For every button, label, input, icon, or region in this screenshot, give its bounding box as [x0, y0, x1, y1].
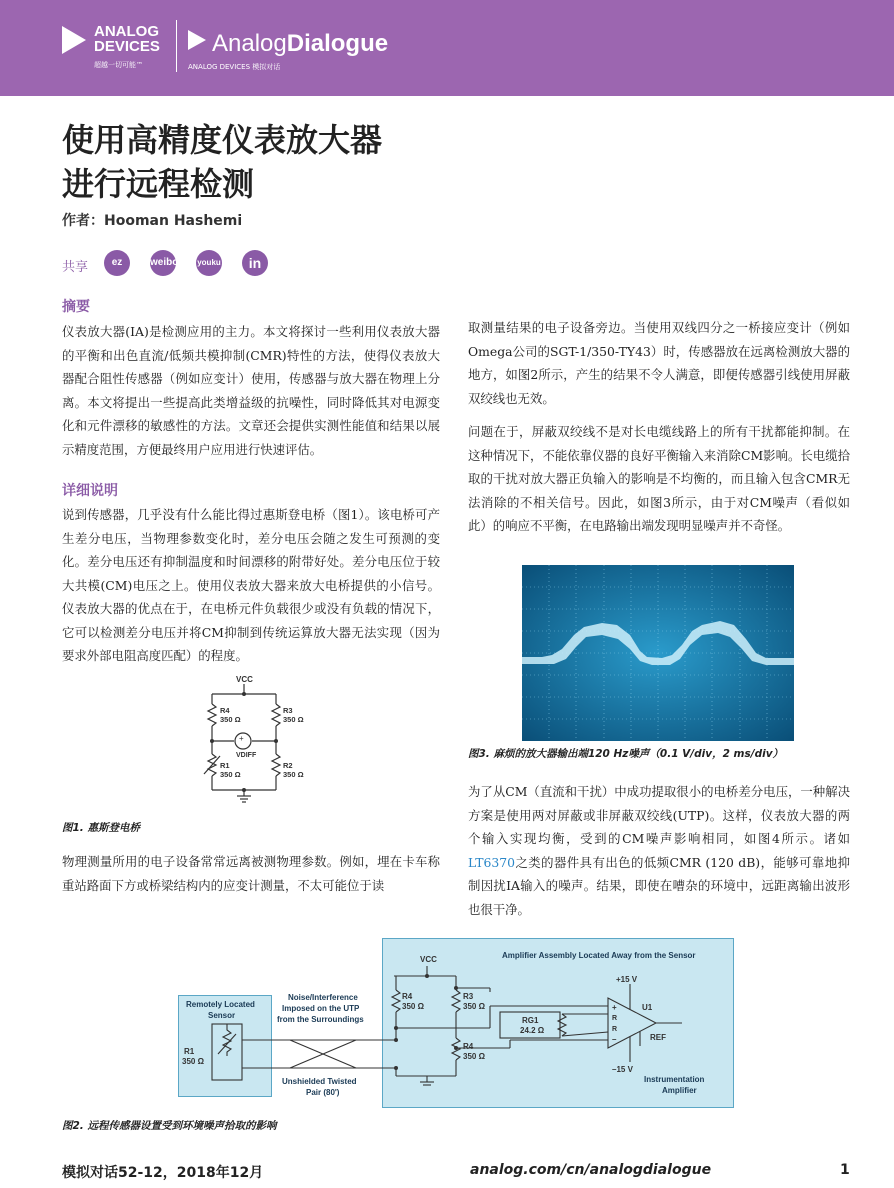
share-label: 共享	[62, 260, 89, 275]
fig2-r3-name: R3	[463, 992, 474, 1001]
fig2-neg-supply: –15 V	[612, 1065, 633, 1074]
fig1-r4-name: R4	[220, 706, 230, 715]
footer-url[interactable]: analog.com/cn/analogdialogue	[470, 1162, 712, 1178]
figure-1-caption: 图1. 惠斯登电桥	[62, 822, 140, 834]
details-paragraph-1: 说到传感器，几乎没有什么能比得过惠斯登电桥（图1）。该电桥可产生差分电压，当物理参数变化时，差分电压会随之发生可预测的变化。差分电压还有抑制温度和时间漂移的附带好处。差分电压位于较大共模(CM)电压之上。使用仪表放大器来放大电桥提供的小信号。仪表放大器的优点在于，在电桥元件负载很少或没有负载的情况下，它可以检测差分电压并将CM抑制到传统运算放大器无法实现（因为要求外部电阻高度匹配）的程度。	[62, 507, 440, 663]
fig1-r2-val: 350 Ω	[283, 770, 304, 779]
linkedin-share-icon[interactable]: in	[242, 250, 268, 276]
dialogue-logo-name	[212, 30, 388, 58]
article-title	[62, 118, 492, 206]
details-paragraph-3: 取测量结果的电子设备旁边。当使用双线四分之一桥接应变计（例如Omega公司的SGT-1/350-TY43）时，传感器放在远离检测放大器的地方，如图2所示，产生的结果不令人满意，即便传感器引线使用屏蔽双绞线也无效。	[468, 320, 850, 406]
fig1-r1-name: R1	[220, 761, 230, 770]
figure-3-caption: 图3. 麻烦的放大器输出端120 Hz噪声（0.1 V/div，2 ms/div）	[468, 748, 784, 760]
youku-share-icon[interactable]: youku	[196, 250, 222, 276]
page-header	[0, 0, 894, 96]
paragraph-5-text-a: 为了从CM（直流和干扰）中成功提取很小的电桥差分电压，一种解决方案是使用两对屏蔽或非屏蔽双绞线(UTP)。这样，仪表放大器的两个输入实现均衡，受到的CM噪声影响相同，如图4所示。诸如	[468, 784, 850, 846]
fig2-pos-supply: +15 V	[616, 975, 638, 984]
fig1-r2-name: R2	[283, 761, 293, 770]
lt6370-link[interactable]: LT6370	[468, 854, 516, 870]
fig2-rg1-val: 24.2 Ω	[520, 1026, 545, 1035]
figure-3-oscilloscope	[522, 565, 794, 741]
fig2-r4b-name: R4	[463, 1042, 474, 1051]
ad-logo-text: ANALOG DEVICES	[94, 23, 160, 55]
fig2-r4a-name: R4	[402, 992, 413, 1001]
oscilloscope-trace	[522, 565, 794, 741]
title-line-2: 进行远程检测	[62, 165, 255, 203]
dialogue-logo-light: Analog	[212, 30, 287, 57]
details-heading: 详细说明	[62, 483, 118, 499]
fig1-r3-name: R3	[283, 706, 293, 715]
details-paragraph-5	[468, 780, 850, 921]
fig2-pin-plus: +	[612, 1003, 617, 1012]
footer-issue: 模拟对话52-12，2018年12月	[62, 1165, 264, 1181]
fig2-pin-r1: R	[612, 1015, 618, 1022]
fig2-pair-1: Unshielded Twisted	[282, 1077, 357, 1086]
ez-share-icon[interactable]: ez	[104, 250, 130, 276]
fig2-vcc: VCC	[420, 955, 437, 964]
fig1-r1-val: 350 Ω	[220, 770, 241, 779]
weibo-share-icon[interactable]: weibo	[150, 250, 176, 276]
fig1-vdiff: VDIFF	[236, 752, 257, 759]
dialogue-sub: ANALOG DEVICES 模拟对话	[188, 63, 281, 71]
fig1-r3-val: 350 Ω	[283, 715, 304, 724]
fig2-rg1-name: RG1	[522, 1016, 539, 1025]
fig2-r3-val: 350 Ω	[463, 1002, 485, 1011]
paragraph-5-text-b: 之类的器件具有出色的低频CMR (120 dB)，能够可靠地抑制因扰IA输入的噪声。结果，即使在嘈杂的环境中，远距离输出波形也很干净。	[468, 854, 850, 917]
fig2-r4b-val: 350 Ω	[463, 1052, 485, 1061]
ad-triangle-icon	[62, 26, 86, 54]
fig2-sensor-title-1: Remotely Located	[186, 1000, 255, 1009]
fig2-pair-2: Pair (80')	[306, 1088, 340, 1097]
fig2-amp-1: Instrumentation	[644, 1075, 705, 1084]
details-paragraph-4: 问题在于，屏蔽双绞线不是对长电缆线路上的所有干扰都能抑制。在这种情况下，不能依靠仪器的良好平衡输入来消除CM影响。长电缆拾取的干扰对放大器正负输入的影响是不均衡的，而且输入包含CMR无法消除的不相关信号。因此，如图3所示，由于对CM噪声（看似如此）的响应不平衡，在电路输出端发现明显噪声并不奇怪。	[468, 424, 850, 533]
fig2-r1-name: R1	[184, 1047, 195, 1056]
fig2-r4a-val: 350 Ω	[402, 1002, 424, 1011]
figure-2-caption: 图2. 远程传感器设置受到环境噪声拾取的影响	[62, 1120, 277, 1132]
fig2-amp-2: Amplifier	[662, 1086, 697, 1095]
fig2-ref: REF	[650, 1033, 666, 1042]
author: 作者：Hooman Hashemi	[62, 213, 243, 229]
title-line-1: 使用高精度仪表放大器	[62, 121, 383, 159]
vdiff-plus-symbol: +	[239, 734, 244, 743]
fig2-r1-val: 350 Ω	[182, 1057, 204, 1066]
dialogue-logo-bold: Dialogue	[286, 30, 389, 57]
fig2-noise-3: from the Surroundings	[277, 1015, 364, 1024]
fig2-sensor-title-2: Sensor	[208, 1011, 236, 1020]
details-paragraph-2: 物理测量所用的电子设备常常远离被测物理参数。例如，埋在卡车称重站路面下方或桥梁结构内的应变计测量，不太可能位于读	[62, 854, 440, 893]
fig2-box-title: Amplifier Assembly Located Away from the Sensor	[502, 951, 696, 960]
fig2-pin-minus: –	[612, 1035, 617, 1044]
fig1-r4-val: 350 Ω	[220, 715, 241, 724]
fig1-vcc: VCC	[236, 675, 253, 684]
summary-heading: 摘要	[62, 299, 90, 315]
figure-2-remote-sensor-schematic	[170, 936, 740, 1112]
fig2-u1: U1	[642, 1003, 653, 1012]
header-divider	[176, 20, 177, 72]
ad-tagline: 超越一切可能™	[94, 61, 143, 69]
fig2-noise-1: Noise/Interference	[288, 993, 358, 1002]
fig2-noise-2: Imposed on the UTP	[282, 1004, 360, 1013]
summary-text: 仪表放大器(IA)是检测应用的主力。本文将探讨一些利用仪表放大器的平衡和出色直流/低频共模抑制(CMR)特性的方法，使得仪表放大器配合阻性传感器（例如应变计）使用，传感器与放大器在物理上分离。本文将提出一些提高此类增益级的抗噪性，同时降低其对电源变化和元件漂移的敏感性的方法。文章还会提供实测性能值和结果以展示精度范围，方便最终用户应用进行快速评估。	[62, 324, 440, 457]
dialogue-mark-icon	[188, 30, 206, 50]
fig2-pin-r2: R	[612, 1026, 618, 1033]
footer-page-number: 1	[840, 1162, 850, 1178]
figure-1-wheatstone-bridge	[200, 670, 320, 808]
